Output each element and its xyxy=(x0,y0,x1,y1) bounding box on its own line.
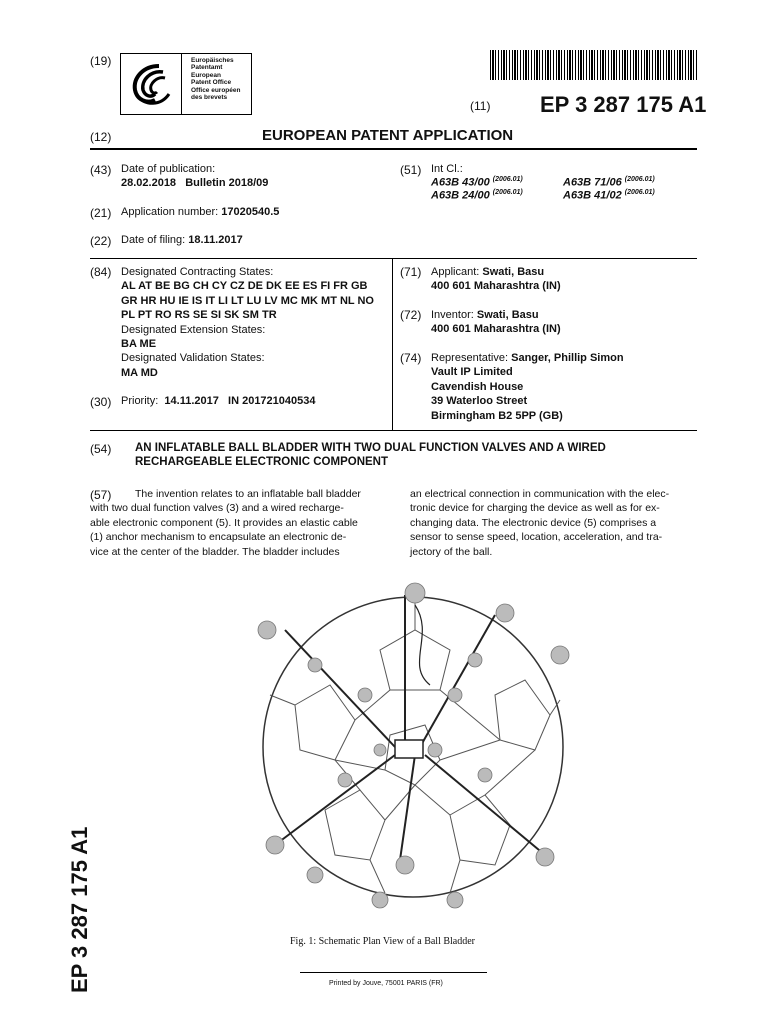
applicant-address: 400 601 Maharashtra (IN) xyxy=(431,280,561,293)
ext-value: BA ME xyxy=(121,338,157,351)
rep-line: Vault IP Limited xyxy=(431,366,513,379)
inid-57: (57) xyxy=(90,488,112,502)
abstract-line: tronic device for charging the device as well as for ex- xyxy=(410,502,660,515)
filing-label: Date of filing: xyxy=(121,234,186,246)
office-line: Europäisches xyxy=(191,57,234,64)
document-type: EUROPEAN PATENT APPLICATION xyxy=(262,127,514,144)
title-line: RECHARGEABLE ELECTRONIC COMPONENT xyxy=(135,456,389,469)
office-line: Patent Office xyxy=(191,79,232,87)
ipc-code: A63B 24/00 xyxy=(431,189,490,202)
header-rule xyxy=(90,148,697,150)
publication-number: EP 3 287 175 A1 xyxy=(540,92,707,117)
rep-line: Cavendish House xyxy=(431,380,524,393)
representative xyxy=(431,351,624,423)
application-number xyxy=(121,206,279,218)
ipc-code: A63B 43/00 xyxy=(431,176,490,189)
side-publication-number: EP 3 287 175 A1 xyxy=(67,826,92,993)
figure-caption: Fig. 1: Schematic Plan View of a Ball Bladder xyxy=(290,936,476,947)
priority xyxy=(121,395,316,407)
abstract-line: The invention relates to an inflatable ball bladder xyxy=(135,488,361,500)
states-line: PL PT RO RS SE SI SK SM TR xyxy=(121,309,277,322)
ipc-code: A63B 41/02 xyxy=(563,189,622,202)
inventor-address: 400 601 Maharashtra (IN) xyxy=(431,323,561,336)
epo-emblem-icon xyxy=(121,54,182,114)
filing-value: 18.11.2017 xyxy=(188,234,243,246)
biblio-rule xyxy=(90,258,697,259)
inid-51: (51) xyxy=(400,163,422,177)
ipc-class xyxy=(431,176,523,189)
barcode xyxy=(490,50,697,80)
appno-label: Application number: xyxy=(121,206,219,218)
states-label: Designated Contracting States: xyxy=(121,266,274,278)
epo-logo xyxy=(120,53,252,115)
ipc-version: (2006.01) xyxy=(492,176,523,183)
applicant-name: Swati, Basu xyxy=(482,266,545,278)
abstract-line: changing data. The electronic device (5) comprises a xyxy=(410,516,657,529)
states-line: GR HR HU IE IS IT LI LT LU LV MC MK MT NL NO xyxy=(121,294,374,307)
ipc-code: A63B 71/06 xyxy=(563,176,622,189)
inid-19: (19) xyxy=(90,54,112,68)
ipc-class xyxy=(563,189,655,202)
inventor xyxy=(431,308,561,337)
abstract-line: vice at the center of the bladder. The bladder includes xyxy=(90,545,340,558)
office-line: des brevets xyxy=(191,94,228,102)
footer-rule xyxy=(300,972,487,973)
inid-12: (12) xyxy=(90,130,112,144)
abstract-line: able electronic component (5). It provides an elastic cable xyxy=(90,516,358,529)
abstract-left-column xyxy=(90,487,377,559)
ext-label: Designated Extension States: xyxy=(121,323,266,336)
priority-label: Priority: xyxy=(121,395,159,407)
states-line: AL AT BE BG CH CY CZ DE DK EE ES FI FR GB xyxy=(121,280,368,293)
rep-line: 39 Waterloo Street xyxy=(431,395,528,408)
appno-value: 17020540.5 xyxy=(221,206,280,218)
inid-22: (22) xyxy=(90,234,112,248)
pub-date-value: 28.02.2018 Bulletin 2018/09 xyxy=(121,177,269,189)
ipc-version: (2006.01) xyxy=(624,189,655,196)
office-line: Patentamt xyxy=(191,64,223,72)
inid-84: (84) xyxy=(90,265,112,279)
abstract-line: jectory of the ball. xyxy=(410,545,493,558)
title-line: AN INFLATABLE BALL BLADDER WITH TWO DUAL FUNCTION VALVES AND A WIRED xyxy=(135,442,606,454)
abstract-line: an electrical connection in communication with the elec- xyxy=(410,488,670,500)
rep-name: Sanger, Phillip Simon xyxy=(511,352,624,364)
abstract-line: sensor to sense speed, location, acceleration, and tra- xyxy=(410,531,663,544)
val-label: Designated Validation States: xyxy=(121,352,265,365)
applicant xyxy=(431,265,561,294)
inid-21: (21) xyxy=(90,206,112,220)
office-line: Office européen xyxy=(191,86,241,94)
inid-74: (74) xyxy=(400,351,422,365)
invention-title xyxy=(135,441,606,470)
priority-value: 14.11.2017 IN 201721040534 xyxy=(164,395,316,407)
inid-54: (54) xyxy=(90,442,112,456)
abstract-line: (1) anchor mechanism to encapsulate an electronic de- xyxy=(90,531,347,544)
office-line: European xyxy=(191,71,221,79)
inventor-name: Swati, Basu xyxy=(476,309,539,321)
rep-label: Representative: xyxy=(431,352,509,364)
val-value: MA MD xyxy=(121,366,158,379)
intcl-label: Int Cl.: xyxy=(431,163,463,175)
pub-date-label: Date of publication: xyxy=(121,163,216,175)
ipc-version: (2006.01) xyxy=(492,189,523,196)
ipc-class xyxy=(563,176,655,189)
inid-71: (71) xyxy=(400,265,422,279)
ball-bladder-figure xyxy=(255,575,575,920)
title-rule xyxy=(90,430,697,431)
column-divider xyxy=(392,258,393,430)
inid-30: (30) xyxy=(90,395,112,409)
inventor-label: Inventor: xyxy=(431,309,474,321)
inid-72: (72) xyxy=(400,308,422,322)
inid-11: (11) xyxy=(470,99,491,113)
applicant-label: Applicant: xyxy=(431,266,480,278)
printer-note: Printed by Jouve, 75001 PARIS (FR) xyxy=(329,980,443,987)
rep-line: Birmingham B2 5PP (GB) xyxy=(431,409,563,422)
office-names xyxy=(191,57,240,101)
designated-states xyxy=(121,265,374,380)
abstract-line: with two dual function valves (3) and a wired recharge- xyxy=(90,502,344,515)
ipc-class xyxy=(431,189,523,202)
inid-43: (43) xyxy=(90,163,112,177)
ipc-version: (2006.01) xyxy=(624,176,655,183)
filing-date xyxy=(121,234,243,246)
abstract-right-column xyxy=(410,487,697,559)
